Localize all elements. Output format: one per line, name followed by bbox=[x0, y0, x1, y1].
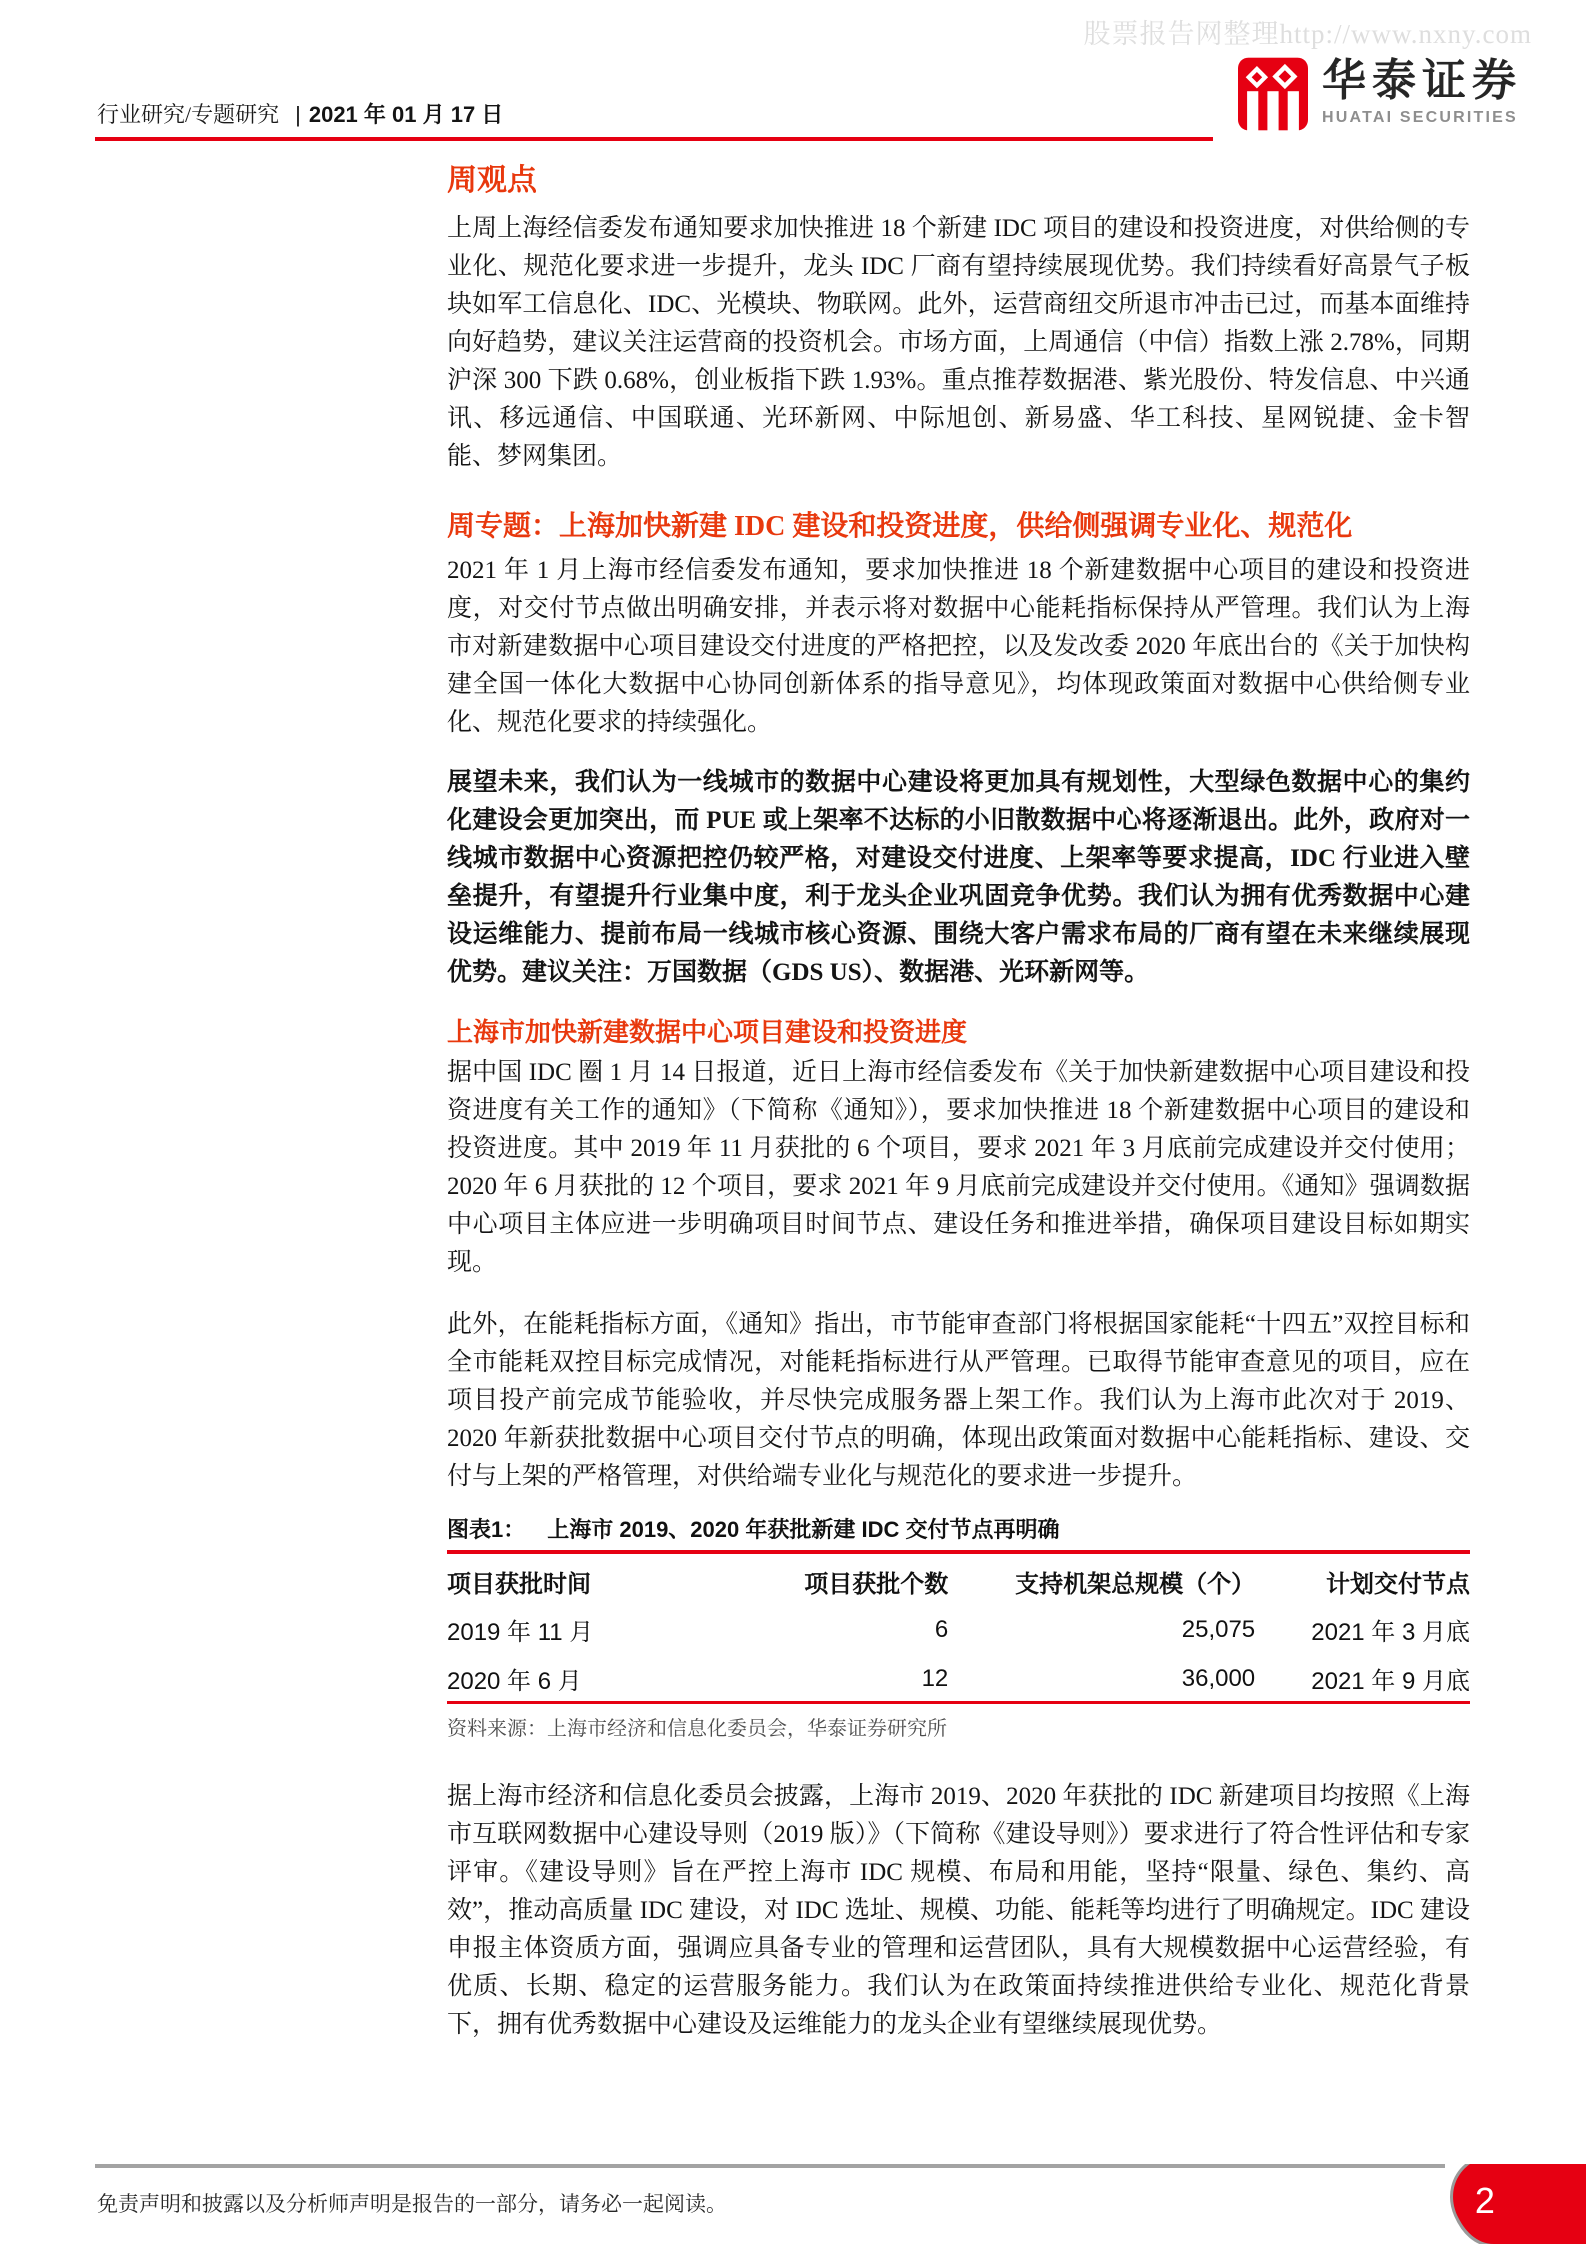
section-title-weekly-topic: 周专题：上海加快新建 IDC 建设和投资进度，供给侧强调专业化、规范化 bbox=[447, 511, 1353, 542]
table-cell: 2019 年 11 月 bbox=[447, 1619, 594, 1646]
exhibit-title-text: 上海市 2019、2020 年获批新建 IDC 交付节点再明确 bbox=[547, 1517, 1060, 1542]
exhibit-source: 资料来源：上海市经济和信息化委员会，华泰证券研究所 bbox=[447, 1718, 947, 1740]
table-cell: 2021 年 3 月底 bbox=[1311, 1619, 1470, 1646]
exhibit-bottom-rule bbox=[447, 1701, 1470, 1704]
column-header: 项目获批个数 bbox=[804, 1571, 949, 1598]
footer-disclaimer: 免责声明和披露以及分析师声明是报告的一部分，请务必一起阅读。 bbox=[97, 2192, 727, 2216]
table-cell: 2020 年 6 月 bbox=[447, 1668, 582, 1695]
footer-rule bbox=[95, 2164, 1445, 2168]
watermark: 股票报告网整理http://www.nxny.com bbox=[1083, 19, 1532, 49]
shanghai-paragraph-3: 据上海市经济和信息化委员会披露，上海市 2019、2020 年获批的 IDC 新建项目均按照《上海市互联网数据中心建设导则（2019 版）》（下简称《建设导则》）要求进行了符合性评估和专家评审。《建设导则》旨在严控上海市 IDC 规模、布局和用能，坚持“限量、绿色、集约、高效”，推动高质量 IDC 建设，对 IDC 选址、规模、功能、能耗等均进行了明确规定。IDC 建设申报主体资质方面，强调应具备专业的管理和运营团队，具有大规模数据中心运营经验，有优质、长期、稳定的运营服务能力。我们认为在政策面持续推进供给专业化、规范化背景下，拥有优秀数据中心建设及运维能力的龙头企业有望继续展现优势。 bbox=[447, 1783, 1470, 2038]
table-cell: 25,075 bbox=[1181, 1615, 1256, 1643]
table-cell: 6 bbox=[934, 1615, 949, 1643]
weekly-topic-paragraph: 2021 年 1 月上海市经信委发布通知，要求加快推进 18 个新建数据中心项目的建设和投资进度，对交付节点做出明确安排，并表示将对数据中心能耗指标保持从严管理。我们认为上海市对新建数据中心项目建设交付进度的严格把控，以及发改委 2020 年底出台的《关于加快构建全国一体化大数据中心协同创新体系的指导意见》，均体现政策面对数据中心供给侧专业化、规范化要求的持续强化。 bbox=[447, 557, 1470, 736]
column-header: 支持机架总规模（个） bbox=[1015, 1571, 1256, 1598]
exhibit-label: 图表1： bbox=[447, 1517, 526, 1542]
brand-name-en: HUATAI SECURITIES bbox=[1322, 109, 1518, 126]
table-cell: 36,000 bbox=[1181, 1664, 1256, 1692]
report-category: 行业研究/专题研究 bbox=[97, 102, 280, 127]
column-header: 项目获批时间 bbox=[447, 1571, 591, 1598]
shanghai-paragraph-1: 据中国 IDC 圈 1 月 14 日报道，近日上海市经信委发布《关于加快新建数据中心项目建设和投资进度有关工作的通知》（下简称《通知》），要求加快推进 18 个新建数据中心项目的建设和投资进度。其中 2019 年 11 月获批的 6 个项目，要求 2021 年 3 月底前完成建设并交付使用；2020 年 6 月获批的 12 个项目，要求 2021 年 9 月底前完成建设并交付使用。《通知》强调数据中心项目主体应进一步明确项目时间节点、建设任务和推进举措，确保项目建设目标如期实现。 bbox=[447, 1059, 1470, 1276]
table-row bbox=[447, 1603, 1470, 1652]
report-body bbox=[447, 142, 1470, 2044]
huatai-logo-icon bbox=[1238, 56, 1308, 132]
table-cell: 12 bbox=[921, 1664, 949, 1692]
section-title-shanghai: 上海市加快新建数据中心项目建设和投资进度 bbox=[447, 1018, 968, 1047]
exhibit-title bbox=[447, 1516, 1470, 1544]
table-cell: 2021 年 9 月底 bbox=[1311, 1668, 1470, 1695]
brand-block bbox=[1238, 56, 1522, 132]
exhibit-table bbox=[447, 1554, 1470, 1701]
shanghai-paragraph-2: 此外，在能耗指标方面，《通知》指出，市节能审查部门将根据国家能耗“十四五”双控目标和全市能耗双控目标完成情况，对能耗指标进行从严管理。已取得节能审查意见的项目，应在项目投产前完成节能验收，并尽快完成服务器上架工作。我们认为上海市此次对于 2019、2020 年新获批数据中心项目交付节点的明确，体现出政策面对数据中心能耗指标、建设、交付与上架的严格管理，对供给端专业化与规范化的要求进一步提升。 bbox=[447, 1311, 1470, 1490]
table-header-row bbox=[447, 1554, 1470, 1603]
brand-text bbox=[1322, 56, 1522, 127]
report-date: 2021 年 01 月 17 日 bbox=[308, 102, 504, 127]
brand-name-cn: 华泰证券 bbox=[1322, 56, 1522, 105]
page-number: 2 bbox=[1474, 2180, 1495, 2221]
weekly-topic-outlook-paragraph: 展望未来，我们认为一线城市的数据中心建设将更加具有规划性，大型绿色数据中心的集约化建设会更加突出，而 PUE 或上架率不达标的小旧散数据中心将逐渐退出。此外，政府对一线城市数据中心资源把控仍较严格，对建设交付进度、上架率等要求提高，IDC 行业进入壁垒提升，有望提升行业集中度，利于龙头企业巩固竞争优势。我们认为拥有优秀数据中心建设运维能力、提前布局一线城市核心资源、围绕大客户需求布局的厂商有望在未来继续展现优势。建议关注：万国数据（GDS US）、数据港、光环新网等。 bbox=[447, 769, 1470, 986]
page-number-badge bbox=[1428, 2164, 1586, 2244]
weekly-view-paragraph: 上周上海经信委发布通知要求加快推进 18 个新建 IDC 项目的建设和投资进度，对供给侧的专业化、规范化要求进一步提升，龙头 IDC 厂商有望持续展现优势。我们持续看好高景气子板块如军工信息化、IDC、光模块、物联网。此外，运营商纽交所退市冲击已过，而基本面维持向好趋势，建议关注运营商的投资机会。市场方面，上周通信（中信）指数上涨 2.78%，同期沪深 300 下跌 0.68%，创业板指下跌 1.93%。重点推荐数据港、紫光股份、特发信息、中兴通讯、移远通信、中国联通、光环新网、中际旭创、新易盛、华工科技、星网锐捷、金卡智能、梦网集团。 bbox=[447, 215, 1470, 470]
exhibit-1 bbox=[447, 1516, 1470, 1742]
header-rule bbox=[95, 137, 1213, 141]
column-header: 计划交付节点 bbox=[1326, 1571, 1470, 1598]
table-row bbox=[447, 1652, 1470, 1701]
section-title-weekly-view: 周观点 bbox=[447, 164, 537, 197]
header-divider: | bbox=[295, 102, 301, 127]
report-header bbox=[97, 98, 503, 129]
